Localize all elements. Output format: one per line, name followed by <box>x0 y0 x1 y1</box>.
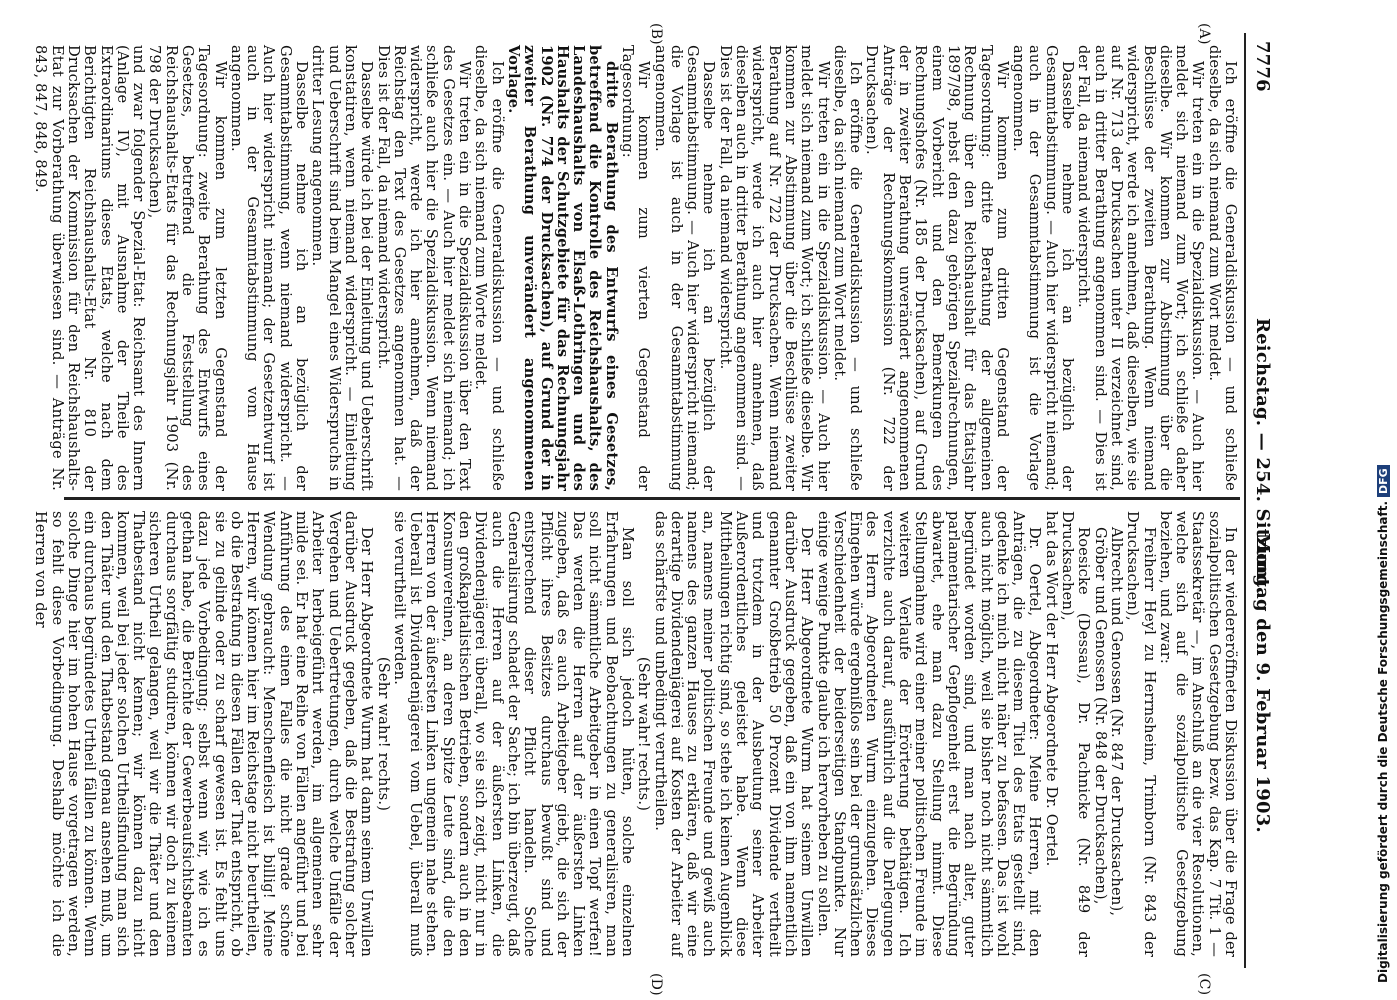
agenda-item-heading: dritte Berathung des Entwurfs eines Gesetzes, betreffend die Kontrolle des Reichshaushalts, des Landeshaushalts von Elsaß-Lothringen und des Haushalts der Schutzgebiete für das Rechnungsjahr 1902 (Nr. 774 der Drucksachen), auf Grund der in zweiter Berathung unverändert angenommenen Vorlage. <box>504 45 620 491</box>
left-running-title: Reichstag. — 254. Sitzung. <box>1252 318 1273 594</box>
paragraph: hat das Wort der Herr Abgeordnete Dr. Oertel. <box>1042 511 1060 867</box>
paragraph: Ich eröffne die Generaldiskussion — und schließe dieselbe, da sich niemand zum Worte meldet. <box>472 45 506 491</box>
margin-marker-c: (C) <box>1196 973 1212 996</box>
paragraph: Ich eröffne die Generaldiskussion — und schließe dieselbe, da sich niemand zum Wort meldet. <box>830 45 865 491</box>
paragraph: Der Herr Abgeordnete Wurm hat dann seinem Unwillen darüber Ausdruck gegeben, daß die Bestrafung solcher Vergehen und Uebertretungen, durch welche Unfälle der Arbeiter herbeigeführt werden, im allgemeinen sehr milde sei. Er hat eine Reihe von Fällen angeführt und bei Anführung des einen Falles die nicht grade schöne Wendung gebraucht: Menschenfleisch ist billig! Meine Herren, wir können hier im Reichstage nicht beurtheilen, ob die Bestrafung in diesen Fällen der That entspricht, ob sie zu gelinde oder zu scharf gewesen ist. Es fehlt uns dazu jede Vorbedingung; selbst wenn wir, wie ich es gethan habe, die Berichte der Gewerbeaufsichtsbeamten durchaus sorgfältig studiren, können wir doch zu keinem sicheren Urtheil gelangen, weil wir die Thäter und den Thatbestand nicht kennen; wir können dazu nicht kommen, weil bei jeder solchen Urtheilsfindung man sich den Thäter und den Thatbestand genau ansehen muß, um ein durchaus begründetes Urtheil fällen zu können. Wenn solche Dinge hier im hohen Hause vorgetragen werden, so fehlt diese Vorbedingung. Deshalb möchte ich die Herren von der <box>32 511 376 957</box>
paragraph: Wir treten ein in die Spezialdiskussion. — Auch hier meldet sich niemand zum Wort; ich schließe dieselbe. Wir kommen zur Abstimmung über die Beschlüsse zweiter Berathung auf Nr. 722 der Drucksachen. Wenn niemand widerspricht, werde ich auch hier annehmen, daß dieselben auch in dritter Berathung angenommen sind. — Dies ist der Fall, da niemand widerspricht. <box>716 45 832 491</box>
paragraph: Wir kommen zum letzten Gegenstand der Tagesordnung: zweite Berathung des Entwurfs eines Gesetzes, betreffend die Feststellung des Reichshaushalts-Etats für das Rechnungsjahr 1903 (Nr. 798 der Drucksachen), <box>146 45 229 491</box>
margin-marker-b: (B) <box>648 23 664 45</box>
paragraph: und zwar folgender Spezial-Etat: Reichsamt des Innern (Anlage IV), mit Ausnahme der Theile des Extraordinariums dieses Etats, welche nach dem Berichtigten Reichshaushalts-Etat Nr. 810 der Drucksachen der Kommission für den Reichshaushalts-Etat zur Vorberathung überwiesen sind. — Anträge Nr. 843, 847, 848, 849. <box>32 45 148 491</box>
page-number: 7776 <box>1252 41 1273 92</box>
page-header <box>1246 33 1274 968</box>
right-column <box>32 511 1239 957</box>
interjection: (Sehr wahr! rechts.) <box>635 656 653 812</box>
digitization-credit <box>1376 0 1394 983</box>
dfg-logo: DFG <box>1377 465 1390 497</box>
paragraph: Wir kommen zum vierten Gegenstand der Tagesordnung: <box>619 45 653 491</box>
paragraph: Man soll sich jedoch hüten, solche einzelnen Erfahrungen und Beobachtungen zu generalisiren, man soll nicht sämmtliche Arbeitgeber in einen Topf werfen! Das werden die Herren auf der äußersten Linken zugeben, daß es auch Arbeitgeber giebt, die sich der Pflicht ihres Besitzes durchaus bewußt sind und entsprechend dieser Pflicht handeln. Solche Generalisirung schadet der Sache; ich bin überzeugt, daß auch die Herren auf der äußersten Linken, die Dividendenjägerei überall, wo sie sich zeigt, nicht nur in den großkapitalistischen Betrieben, sondern auch in den Konsumvereinen, an deren Spitze Leute sind, die den Herren von der äußersten Linken ungemein nahe stehen. Ueberall ist Dividendenjägerei vom Uebel, überall muß sie verurtheilt werden. <box>390 511 637 957</box>
column-divider <box>64 497 1240 500</box>
paragraph: Roesicke (Dessau), Dr. Pachnicke (Nr. 849 der Drucksachen), <box>1059 511 1093 957</box>
paragraph: Dasselbe nehme ich an bezüglich der Gesammtabstimmung. — Auch hier widerspricht niemand; auch in der Gesammtabstimmung ist die Vorlage angenommen. <box>1010 45 1077 491</box>
paragraph: In der wiedereröffneten Diskussion über die Frage der sozialpolitischen Gesetzgebung bezw. das Kap. 7 Tit. 1 — Staatssekretär —, im Anschluß an die vier Resolutionen, welche sich auf die sozialpolitische Gesetzgebung beziehen, und zwar: <box>1156 511 1239 957</box>
paragraph: Der Herr Abgeordnete Wurm hat seinem Unwillen darüber Ausdruck gegeben, daß ein von ihm namentlich genannter Großbetrieb 50 Prozent Dividende vertheilt und trotzdem in der Ausbeutung seiner Arbeiter Außerordentliches geleistet habe. Wenn diese Mittheilungen richtig sind, so stehe ich keinen Augenblick an, namens meiner politischen Freunde und gewiß auch namens des ganzen Hauses zu erklären, daß wir eine derartige Dividendenjägerei auf Kosten der Arbeiter auf das schärfste und unbedingt verurtheilen. <box>651 511 816 957</box>
paragraph: Wir treten ein in die Spezialdiskussion. — Auch hier meldet sich niemand zum Wort; ich schließe daher dieselbe. Wir kommen zur Abstimmung über die Beschlüsse der zweiten Berathung. Wenn niemand widerspricht, werde ich annehmen, daß dieselben, wie sie auf Nr. 713 der Drucksachen unter II verzeichnet sind, auch in dritter Berathung angenommen sind. — Dies ist der Fall, da niemand widerspricht. <box>1075 45 1207 491</box>
credit-text: Digitalisierung gefördert durch die Deutsche Forschungsgemeinschaft. <box>1376 500 1390 983</box>
interjection: (Sehr wahr! rechts.) <box>374 656 392 812</box>
header-rule <box>1244 33 1246 968</box>
paragraph: Dasselbe würde ich bei der Einleitung und Ueberschrift konstatiren, wenn niemand widerspricht. — Einleitung und Ueberschrift sind beim Mangel eines Widerspruchs in dritter Lesung angenommen. <box>309 45 376 491</box>
right-running-title: Montag den 9. Februar 1903. <box>1252 533 1273 833</box>
left-column <box>32 45 1239 491</box>
paragraph: Albrecht und Genossen (Nr. 847 der Drucksachen), <box>1107 527 1125 917</box>
paragraph: Gröber und Genossen (Nr. 848 der Drucksachen), <box>1091 527 1109 905</box>
paragraph: Dasselbe nehme ich an bezüglich der Gesammtabstimmung. — Auch hier widerspricht niemand; die Vorlage ist auch in der Gesammtabstimmung angenommen. <box>651 45 718 491</box>
margin-marker-a: (A) <box>1196 23 1212 45</box>
paragraph: Wir treten ein in die Spezialdiskussion über den Text des Gesetzes ein. — Auch hier meldet sich niemand; ich schließe auch hier die Spezialdiskussion. Wenn niemand widerspricht, werde ich hier annehmen, daß der Reichstag den Text des Gesetzes angenommen hat. — Dies ist der Fall, da niemand widerspricht. <box>374 45 474 491</box>
paragraph: Freiherr Heyl zu Herrnsheim, Trimborn (Nr. 843 der Drucksachen), <box>1124 511 1158 957</box>
margin-marker-d: (D) <box>648 973 664 996</box>
paragraph: Ich eröffne die Generaldiskussion — und schließe dieselbe, da sich niemand zum Wort meldet. <box>1205 45 1239 491</box>
rotated-page-content <box>32 23 1274 996</box>
paragraph: Wir kommen zum dritten Gegenstand der Tagesordnung: dritte Berathung der allgemeinen Rechnung über den Reichshaushalt für das Etatsjahr 1897/98, nebst den dazu gehörigen Spezialrechnungen, einem Vorbericht und den Bemerkungen des Rechnungshofes (Nr. 185 der Drucksachen), auf Grund der in zweiter Berathung unverändert angenommenen Anträge der Rechnungskommission (Nr. 722 der Drucksachen). <box>863 45 1011 491</box>
paragraph: Dr. Oertel, Abgeordneter: Meine Herren, mit den Anträgen, die zu diesem Titel des Etats gestellt sind, gedenke ich mich nicht näher zu befassen. Das ist wohl auch nicht möglich, weil sie bisher noch nicht sämmtlich begründet worden sind, und man nach alter, guter parlamentarischer Gepflogenheit erst die Begründung abwartet, ehe man dazu Stellung nimmt. Diese Stellungnahme wird einer meiner politischen Freunde im weiteren Verlaufe der Erörterung bethätigen. Ich verzichte auch darauf, ausführlich auf die Darlegungen des Herrn Abgeordneten Wurm einzugehen. Dieses Eingehen würde ergebnißlos sein bei der grundsätzlichen Verschiedenheit der beiderseitigen Standpunkte. Nur einige wenige Punkte glaube ich hervorheben zu sollen. <box>814 511 1044 957</box>
paragraph: Dasselbe nehme ich an bezüglich der Gesammtabstimmung, wenn niemand widerspricht. — Auch hier widerspricht niemand; der Gesetzentwurf ist auch in der Gesammtabstimmung vom Hause angenommen. <box>227 45 311 491</box>
